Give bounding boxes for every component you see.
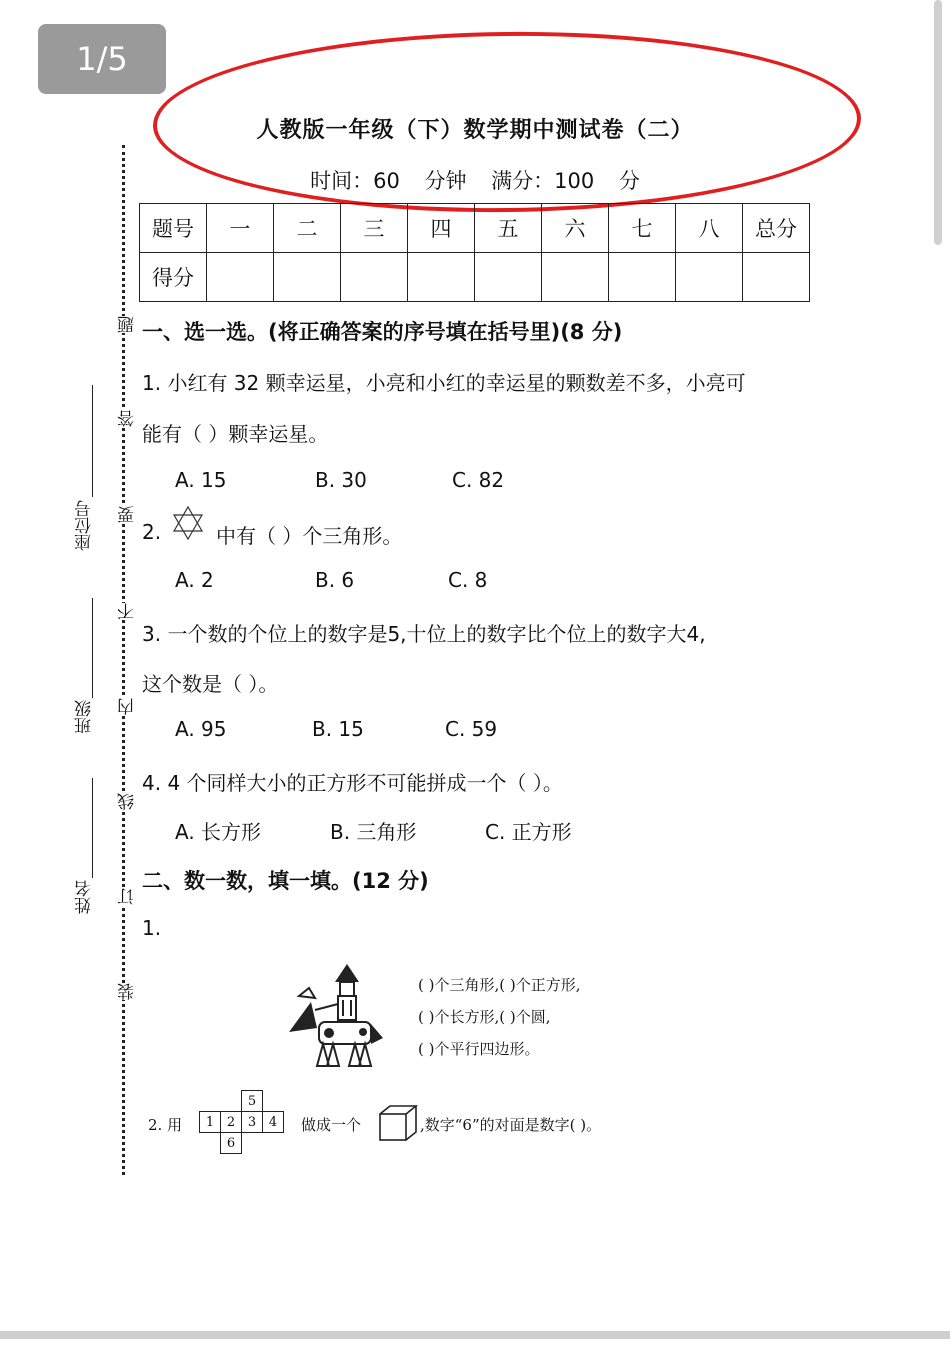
q4-option-c: C. 正方形 <box>485 820 572 844</box>
net-cell: 1 <box>200 1112 221 1133</box>
page-title: 人教版一年级（下）数学期中测试卷（二） <box>256 118 694 143</box>
section2-heading: 二、数一数，填一填。(12 分) <box>142 869 429 893</box>
s2-q1-blank-line2: ( )个长方形,( )个圆, <box>418 1008 551 1026</box>
q4-option-b: B. 三角形 <box>330 820 417 844</box>
margin-char: 内 <box>115 698 140 715</box>
column-header: 总分 <box>743 204 810 253</box>
score-cell <box>676 253 743 302</box>
q2-option-b: B. 6 <box>315 568 355 592</box>
q4-text: 4. 4 个同样大小的正方形不可能拼成一个（ ）。 <box>142 771 563 795</box>
column-header: 一 <box>207 204 274 253</box>
section1-heading: 一、选一选。(将正确答案的序号填在括号里)(8 分) <box>142 320 623 344</box>
row-header-label: 题号 <box>140 204 207 253</box>
margin-char: 不 <box>115 603 140 620</box>
net-empty-cell <box>263 1091 284 1112</box>
s2-q2-suffix: ,数字“6”的对面是数字( )。 <box>420 1116 602 1134</box>
margin-char: 订 <box>115 888 140 905</box>
name-line <box>92 778 93 878</box>
score-row-label: 得分 <box>140 253 207 302</box>
horizontal-scrollbar[interactable] <box>0 1331 950 1339</box>
column-header: 二 <box>274 204 341 253</box>
q2-number: 2. <box>142 520 162 544</box>
s2-q2-prefix: 2. 用 <box>148 1116 183 1134</box>
score-cell <box>274 253 341 302</box>
score-cell <box>542 253 609 302</box>
class-label: 班级 <box>75 700 95 734</box>
score-table <box>139 203 810 302</box>
margin-char: 线 <box>115 793 140 810</box>
net-cell: 4 <box>263 1112 284 1133</box>
net-empty-cell <box>200 1133 221 1154</box>
q1-line1: 1. 小红有 32 颗幸运星，小亮和小红的幸运星的颗数差不多，小亮可 <box>142 371 746 395</box>
q3-option-c: C. 59 <box>445 717 498 741</box>
net-empty-cell <box>242 1133 263 1154</box>
net-cell: 2 <box>221 1112 242 1133</box>
class-field <box>72 700 97 739</box>
table-row <box>200 1133 284 1154</box>
score-cell <box>609 253 676 302</box>
q2-option-c: C. 8 <box>448 568 488 592</box>
q3-line1: 3. 一个数的个位上的数字是5,十位上的数字比个位上的数字大4, <box>142 622 706 646</box>
class-line <box>92 598 93 698</box>
s2-q2-middle: 做成一个 <box>301 1116 362 1134</box>
page-indicator: 1/5 <box>38 24 166 94</box>
binding-dotted-line <box>122 145 125 1175</box>
score-cell <box>408 253 475 302</box>
margin-char: 答 <box>115 410 140 427</box>
s2-q1-blank-line3: ( )个平行四边形。 <box>418 1040 540 1058</box>
cube-net-diagram <box>199 1090 284 1154</box>
shape-robot-figure-icon <box>285 962 385 1070</box>
column-header: 四 <box>408 204 475 253</box>
column-header: 八 <box>676 204 743 253</box>
exam-info: 时间：60 分钟 满分：100 分 <box>310 169 640 193</box>
q2-option-a: A. 2 <box>175 568 214 592</box>
star-of-david-icon <box>171 505 205 541</box>
seat-number-label: 座位号 <box>75 500 95 551</box>
net-empty-cell <box>263 1133 284 1154</box>
q1-option-c: C. 82 <box>452 468 505 492</box>
q1-option-b: B. 30 <box>315 468 367 492</box>
table-row <box>140 204 810 253</box>
table-row <box>200 1112 284 1133</box>
cube-icon <box>378 1104 418 1142</box>
q4-option-a: A. 长方形 <box>175 820 262 844</box>
table-row <box>140 253 810 302</box>
net-cell: 3 <box>242 1112 263 1133</box>
s2-q1-number: 1. <box>142 916 162 940</box>
score-cell <box>475 253 542 302</box>
column-header: 五 <box>475 204 542 253</box>
net-cell: 6 <box>221 1133 242 1154</box>
net-empty-cell <box>200 1091 221 1112</box>
q3-option-a: A. 95 <box>175 717 227 741</box>
table-row <box>200 1091 284 1112</box>
seat-number-field <box>72 500 97 556</box>
score-cell <box>207 253 274 302</box>
column-header: 七 <box>609 204 676 253</box>
score-cell <box>743 253 810 302</box>
q1-line2: 能有（ ）颗幸运星。 <box>142 422 329 446</box>
column-header: 六 <box>542 204 609 253</box>
margin-char: 装 <box>115 983 140 1000</box>
name-label: 姓名 <box>75 880 95 914</box>
s2-q1-blank-line1: ( )个三角形,( )个正方形, <box>418 976 581 994</box>
score-cell <box>341 253 408 302</box>
net-cell: 5 <box>242 1091 263 1112</box>
seat-number-line <box>92 385 93 497</box>
margin-char: 要 <box>115 506 140 523</box>
q3-option-b: B. 15 <box>312 717 364 741</box>
name-field <box>72 880 97 919</box>
column-header: 三 <box>341 204 408 253</box>
margin-char: 题 <box>115 316 140 333</box>
q2-text: 中有（ ）个三角形。 <box>216 524 403 548</box>
q1-option-a: A. 15 <box>175 468 227 492</box>
net-empty-cell <box>221 1091 242 1112</box>
q3-line2: 这个数是（ ）。 <box>142 672 279 696</box>
